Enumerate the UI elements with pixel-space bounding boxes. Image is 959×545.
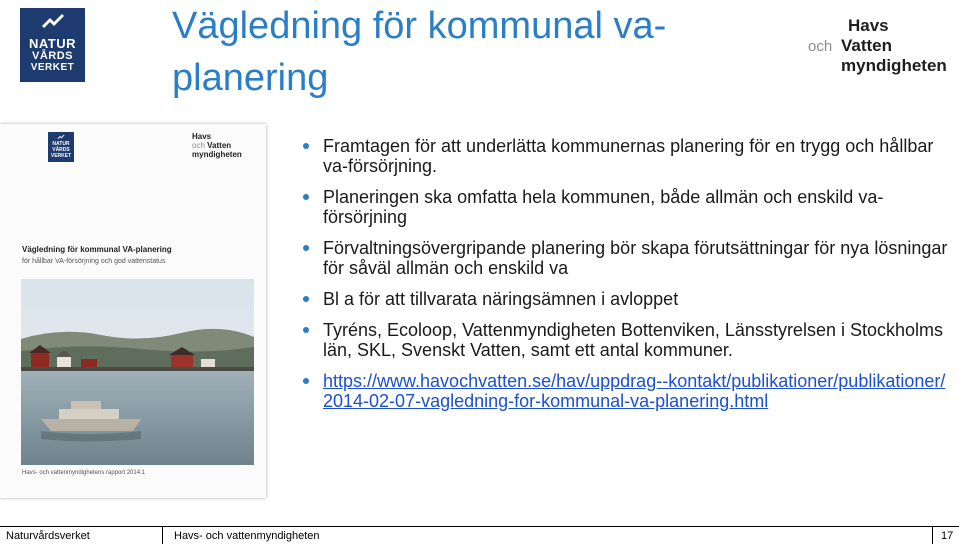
- slide-footer: [0, 526, 959, 544]
- havs-logo-och: och: [808, 38, 833, 55]
- report-cover: [0, 124, 266, 498]
- cover-logo-line-3: VERKET: [50, 153, 72, 159]
- logo-line-1: NATUR: [28, 36, 77, 51]
- cover-havs-line-2: Vatten: [207, 141, 232, 150]
- bullet-item: [303, 320, 955, 360]
- logo-line-3: VERKET: [30, 62, 75, 73]
- bullet-text: Planeringen ska omfatta hela kommunen, både allmän och enskild va-försörjning: [323, 187, 884, 227]
- slide-title: Vägledning för kommunal va-planering: [172, 5, 667, 99]
- bullet-item: [303, 371, 955, 411]
- bullet-dot-icon: [303, 327, 309, 333]
- havs-logo-line-1: Havs: [848, 16, 889, 35]
- cover-bird-icon: [56, 134, 66, 141]
- harbor-photo-illustration: [21, 279, 254, 465]
- bullet-dot-icon: [303, 194, 309, 200]
- cover-havs-logo: [192, 132, 264, 159]
- cover-havs-line-1: Havs: [192, 132, 212, 141]
- footer-divider: [932, 527, 933, 544]
- cover-photo: [21, 279, 254, 465]
- publication-link[interactable]: https://www.havochvatten.se/hav/uppdrag--kontakt/publikationer/publikationer/2014-02-07-vagledning-for-kommunal-va-planering.html: [323, 371, 946, 411]
- cover-logo-line-1: NATUR: [52, 141, 70, 147]
- bullet-dot-icon: [303, 245, 309, 251]
- naturvardsverket-logo: [20, 8, 85, 82]
- cover-havs-line-3: myndigheten: [192, 150, 242, 159]
- logo-line-2: VÅRDS: [31, 50, 73, 62]
- havs-och-vattenmyndigheten-logo: [808, 16, 958, 86]
- bullet-dot-icon: [303, 143, 309, 149]
- bullet-dot-icon: [303, 296, 309, 302]
- bullet-list: [303, 136, 955, 422]
- bullet-text: Förvaltningsövergripande planering bör skapa förutsättningar för nya lösningar för såväl allmän och enskild va: [323, 238, 948, 278]
- bullet-item: [303, 136, 955, 176]
- footer-middle: Havs- och vattenmyndigheten: [174, 530, 320, 542]
- bullet-text: Tyréns, Ecoloop, Vattenmyndigheten Bottenviken, Länsstyrelsen i Stockholms län, SKL, Svenskt Vatten, samt ett antal kommuner.: [323, 320, 943, 360]
- bullet-item: [303, 289, 955, 309]
- cover-havs-och: och: [192, 141, 205, 150]
- bullet-dot-icon: [303, 378, 309, 384]
- bullet-item: [303, 238, 955, 278]
- cover-footer: Havs- och vattenmyndighetens rapport 2014:1: [22, 470, 146, 476]
- bullet-text: Framtagen för att underlätta kommunernas planering för en trygg och hållbar va-försörjning.: [323, 136, 934, 176]
- footer-divider: [162, 527, 163, 544]
- havs-logo-line-3: myndigheten: [841, 56, 947, 75]
- page-number: 17: [941, 530, 954, 542]
- cover-naturvardsverket-logo: [48, 132, 74, 162]
- footer-left: Naturvårdsverket: [6, 530, 90, 542]
- cover-subtitle: för hållbar VA-försörjning och god vattenstatus: [22, 258, 166, 265]
- cover-title: Vägledning för kommunal VA-planering: [22, 245, 172, 254]
- cover-logo-line-2: VÅRDS: [52, 147, 70, 153]
- havs-logo-line-2: Vatten: [841, 36, 893, 55]
- bullet-text: Bl a för att tillvarata näringsämnen i avloppet: [323, 289, 679, 309]
- bird-logo-icon: [40, 12, 66, 34]
- bullet-item: [303, 187, 955, 227]
